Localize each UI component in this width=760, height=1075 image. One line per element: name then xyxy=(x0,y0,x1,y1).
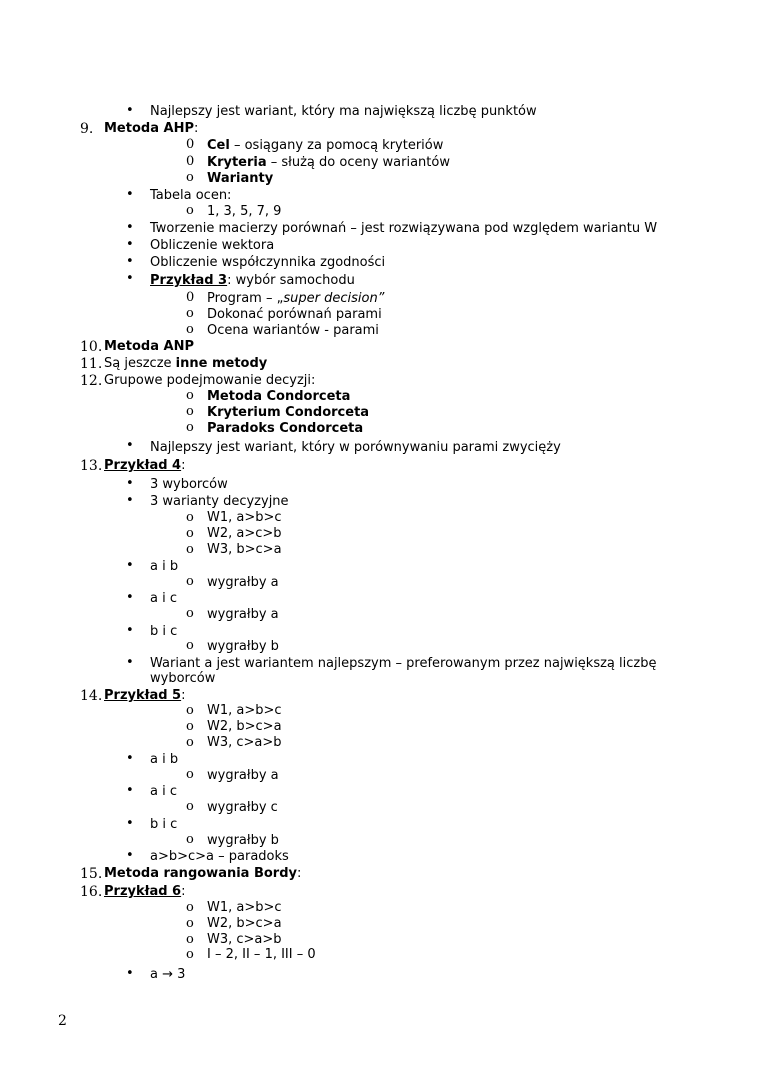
list-item: a i b xyxy=(150,559,179,574)
sub-bullet-icon: o xyxy=(186,703,194,718)
bullet-icon: • xyxy=(126,237,134,252)
list-number: 10. xyxy=(80,339,103,355)
item-text: – służą do oceny wariantów xyxy=(266,155,450,170)
list-item: a i c xyxy=(150,784,177,799)
sub-bullet-icon: o xyxy=(186,767,194,782)
sub-bullet-icon: 0 xyxy=(186,290,195,305)
heading-colon: : xyxy=(181,688,186,703)
bullet-icon: • xyxy=(126,438,134,453)
item-text: a xyxy=(150,967,163,982)
bullet-icon: • xyxy=(126,493,134,508)
bullet-icon: • xyxy=(126,848,134,863)
sub-bullet-icon: o xyxy=(186,799,194,814)
list-number: 14. xyxy=(80,688,103,704)
bullet-icon: • xyxy=(126,187,134,202)
bullet-icon: • xyxy=(126,816,134,831)
sub-bullet-icon: o xyxy=(186,947,194,962)
bold-term: Cel xyxy=(207,138,230,153)
list-item: 3 wyborców xyxy=(150,477,228,492)
list-item: W3, b>c>a xyxy=(207,542,282,557)
list-item xyxy=(207,171,273,187)
item-text: – osiągany za pomocą kryteriów xyxy=(229,138,444,153)
list-item xyxy=(207,405,369,421)
list-item: a i c xyxy=(150,591,177,606)
sub-bullet-icon: o xyxy=(186,388,194,403)
list-item: W1, a>b>c xyxy=(207,703,282,718)
list-item xyxy=(207,291,384,307)
page-number: 2 xyxy=(58,1013,67,1029)
list-number: 11. xyxy=(80,356,103,372)
list-item: Dokonać porównań parami xyxy=(207,307,382,322)
sub-bullet-icon: o xyxy=(186,420,194,435)
list-number: 16. xyxy=(80,884,103,900)
sub-bullet-icon: o xyxy=(186,306,194,321)
list-item: b i c xyxy=(150,817,178,832)
list-item: wygrałby a xyxy=(207,607,279,622)
example-label: Przykład 3 xyxy=(150,273,228,288)
bold-term: Paradoks Condorceta xyxy=(207,421,364,436)
bullet-icon: • xyxy=(126,966,134,981)
list-item: Tabela ocen: xyxy=(150,188,232,203)
example-label: Przykład 6 xyxy=(104,884,182,899)
bold-term: Kryterium Condorceta xyxy=(207,405,370,420)
heading-colon: : xyxy=(181,884,186,899)
sub-bullet-icon: o xyxy=(186,203,194,218)
sub-bullet-icon: o xyxy=(186,510,194,525)
section-heading xyxy=(104,688,186,704)
list-item: a>b>c>a – paradoks xyxy=(150,849,289,864)
sub-bullet-icon: o xyxy=(186,735,194,750)
section-heading xyxy=(104,121,198,137)
section-heading xyxy=(104,866,301,882)
list-item xyxy=(207,389,350,405)
sub-bullet-icon: o xyxy=(186,638,194,653)
bold-term: Warianty xyxy=(207,171,274,186)
sub-bullet-icon: o xyxy=(186,900,194,915)
sub-bullet-icon: o xyxy=(186,322,194,337)
sub-bullet-icon: o xyxy=(186,606,194,621)
list-item: 1, 3, 5, 7, 9 xyxy=(207,204,282,219)
bullet-icon: • xyxy=(126,655,134,670)
bullet-icon: • xyxy=(126,220,134,235)
list-item: Obliczenie wektora xyxy=(150,238,275,253)
list-item: W1, a>b>c xyxy=(207,900,282,915)
heading-text: inne metody xyxy=(175,356,268,371)
sub-bullet-icon: o xyxy=(186,832,194,847)
list-item: 3 warianty decyzyjne xyxy=(150,494,289,509)
sub-bullet-icon: o xyxy=(186,574,194,589)
sub-bullet-icon: o xyxy=(186,719,194,734)
list-item-continuation: wyborców xyxy=(150,671,216,686)
heading-text: Metoda rangowania Bordy xyxy=(104,866,298,881)
list-number: 9. xyxy=(80,121,94,137)
list-number: 12. xyxy=(80,373,103,389)
list-item: Najlepszy jest wariant, który w porównywaniu parami zwycięży xyxy=(150,440,561,455)
sub-bullet-icon: o xyxy=(186,932,194,947)
list-number: 15. xyxy=(80,866,103,882)
section-heading xyxy=(104,339,194,355)
heading-colon: : xyxy=(193,121,199,136)
sub-bullet-icon: o xyxy=(186,170,194,185)
list-item: W2, b>c>a xyxy=(207,916,282,931)
arrow-right-icon: → xyxy=(162,967,174,982)
list-item: Obliczenie współczynnika zgodności xyxy=(150,255,386,270)
list-item: W1, a>b>c xyxy=(207,510,282,525)
sub-bullet-icon: o xyxy=(186,526,194,541)
list-item: Najlepszy jest wariant, który ma największą liczbę punktów xyxy=(150,104,537,119)
list-item xyxy=(207,155,450,171)
bullet-icon: • xyxy=(126,254,134,269)
list-item: wygrałby a xyxy=(207,768,279,783)
italic-text: super decision” xyxy=(283,291,385,306)
list-item: W2, a>c>b xyxy=(207,526,282,541)
list-number: 13. xyxy=(80,458,103,474)
list-item xyxy=(150,967,185,983)
bullet-icon: • xyxy=(126,558,134,573)
item-text: : wybór samochodu xyxy=(227,273,355,288)
sub-bullet-icon: 0 xyxy=(186,154,195,169)
bullet-icon: • xyxy=(126,783,134,798)
bullet-icon: • xyxy=(126,590,134,605)
list-item: wygrałby a xyxy=(207,575,279,590)
section-heading xyxy=(104,458,186,474)
list-item: Tworzenie macierzy porównań – jest rozwiązywana pod względem wariantu W xyxy=(150,221,658,236)
section-heading: Grupowe podejmowanie decyzji: xyxy=(104,373,316,388)
list-item: I – 2, II – 1, III – 0 xyxy=(207,947,316,962)
heading-text: Metoda ANP xyxy=(104,339,194,354)
sub-bullet-icon: o xyxy=(186,404,194,419)
list-item: wygrałby b xyxy=(207,833,279,848)
item-text: 3 xyxy=(173,967,186,982)
list-item: a i b xyxy=(150,752,179,767)
heading-prefix: Są jeszcze xyxy=(104,356,176,371)
list-item: Ocena wariantów - parami xyxy=(207,323,379,338)
list-item xyxy=(207,138,443,154)
bullet-icon: • xyxy=(126,271,134,286)
section-heading xyxy=(104,884,186,900)
list-item: wygrałby c xyxy=(207,800,278,815)
sub-bullet-icon: 0 xyxy=(186,137,195,152)
list-item xyxy=(150,273,355,289)
heading-text: Metoda AHP xyxy=(104,121,194,136)
list-item xyxy=(207,421,363,437)
heading-colon: : xyxy=(297,866,302,881)
list-item: wygrałby b xyxy=(207,639,279,654)
section-heading xyxy=(104,356,267,372)
example-label: Przykład 4 xyxy=(104,458,182,473)
bold-term: Kryteria xyxy=(207,155,267,170)
list-item: W3, c>a>b xyxy=(207,932,282,947)
bullet-icon: • xyxy=(126,751,134,766)
bullet-icon: • xyxy=(126,476,134,491)
sub-bullet-icon: o xyxy=(186,542,194,557)
sub-bullet-icon: o xyxy=(186,916,194,931)
bullet-icon: • xyxy=(126,623,134,638)
bullet-icon: • xyxy=(126,103,134,118)
list-item: W3, c>a>b xyxy=(207,735,282,750)
bold-term: Metoda Condorceta xyxy=(207,389,351,404)
list-item: Wariant a jest wariantem najlepszym – preferowanym przez największą liczbę xyxy=(150,656,657,671)
item-text: Program – „ xyxy=(207,291,284,306)
example-label: Przykład 5 xyxy=(104,688,182,703)
heading-colon: : xyxy=(181,458,186,473)
list-item: b i c xyxy=(150,624,178,639)
list-item: W2, b>c>a xyxy=(207,719,282,734)
